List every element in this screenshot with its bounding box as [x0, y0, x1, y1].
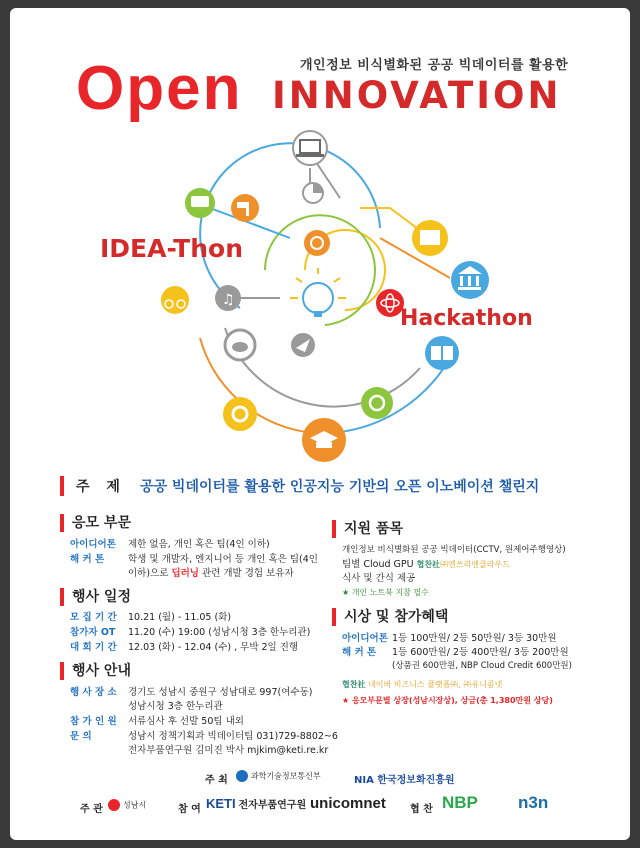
unicomnet-logo: unicomnet	[310, 795, 386, 812]
prize-label: 아이디어톤	[342, 633, 388, 644]
nbp-logo: NBP	[442, 793, 478, 812]
schedule-label: 대 회 기 간	[70, 642, 117, 653]
support-line1: 개인정보 비식별화된 공공 빅데이터(CCTV, 원제어주행영상)	[342, 545, 566, 555]
cloud-icon	[225, 330, 255, 360]
ideathon-label: IDEA-Thon	[100, 234, 244, 263]
n3n-logo: n3n	[518, 793, 549, 812]
prize-sponsor-label: 협찬社	[342, 680, 366, 689]
guide-text: 성남시청 3층 한누리관	[128, 701, 223, 712]
apply-row-ideathon	[70, 538, 270, 551]
keti-mark: KETI	[206, 796, 236, 811]
guide-label: 행 사 장 소	[70, 687, 117, 698]
guide-row	[70, 730, 338, 743]
graduation-cap-icon	[302, 418, 346, 462]
apply-text: 제한 없음, 개인 혹은 팀(4인 이하)	[128, 539, 270, 550]
chat-icon	[185, 188, 215, 218]
prize-sponsor-row	[342, 678, 502, 691]
theme-label: 주 제	[76, 479, 126, 495]
svg-text:♫: ♫	[222, 292, 235, 308]
apply-row-hackathon-cont	[128, 567, 294, 580]
innovation-title: INNOVATION	[272, 74, 562, 117]
globe-icon	[304, 230, 330, 256]
browser-icon	[412, 220, 448, 256]
prize-sponsor-text: 네이버 비즈니스 플랫폼㈜, ㈜유니콤넷	[368, 680, 503, 689]
apply-label: 아이디어톤	[70, 539, 116, 550]
schedule-row	[70, 641, 298, 654]
bike-icon	[161, 286, 189, 314]
support-note: ★ 개인 노트북 지참 필수	[342, 588, 429, 597]
support-line2-text: 팀별 Cloud GPU	[342, 559, 417, 570]
paper-plane-icon	[291, 333, 315, 357]
guide-row	[70, 715, 244, 728]
hackathon-label: Hackathon	[400, 306, 533, 331]
laptop-icon	[293, 131, 327, 165]
apply-row-hackathon	[70, 553, 318, 566]
nia-logo: NIA 한국정보화진흥원	[354, 775, 455, 786]
guide-text: 서류심사 후 선발 50팀 내외	[128, 716, 244, 727]
prize-section-title: 시상 및 참가혜택	[332, 608, 448, 626]
host1: 과학기술정보통신부	[251, 771, 321, 781]
apply-text: 학생 및 개발자, 엔지니어 등 개인 혹은 팀(4인	[128, 554, 318, 565]
gavel-icon	[231, 194, 259, 222]
open-title: Open	[76, 54, 243, 123]
prize-row-ideathon	[342, 632, 557, 645]
apply-text-pre: 이하)으로	[128, 568, 172, 579]
music-icon	[215, 285, 241, 311]
organizer-label: 주 관	[80, 804, 103, 815]
schedule-row	[70, 611, 231, 624]
support-line3: 식사 및 간식 제공	[342, 573, 416, 584]
apply-label: 해 커 톤	[70, 554, 105, 565]
theme-bar	[60, 476, 604, 496]
theme-value: 공공 빅데이터를 활용한 인공지능 기반의 오픈 이노베이션 챌린지	[140, 479, 540, 495]
guide-text: 성남시 정책기획과 빅데이터팀 031)729-8802~6	[128, 731, 338, 742]
guide-row	[70, 686, 312, 699]
guide-text: 경기도 성남시 중원구 성남대로 997(여수동)	[128, 687, 313, 698]
guide-section-title: 행사 안내	[60, 662, 131, 680]
participant-label: 참 여	[178, 804, 201, 815]
pie-chart-icon	[303, 183, 323, 203]
schedule-label: 모 집 기 간	[70, 612, 117, 623]
prize-label: 해 커 톤	[342, 647, 377, 658]
msit-emblem-icon	[236, 770, 248, 782]
gear-icon	[223, 397, 257, 431]
apply-highlight: 딥러닝	[171, 568, 199, 579]
apply-section-title: 응모 부문	[60, 514, 131, 532]
msit-logo	[236, 770, 321, 782]
book-icon	[425, 336, 459, 370]
schedule-text: 12.03 (화) - 12.04 (수) , 무박 2일 진행	[128, 642, 299, 653]
lightbulb-icon	[290, 268, 346, 317]
poster	[10, 8, 630, 840]
bank-icon	[451, 261, 489, 299]
prize-note: ★ 응모부문별 상장(성남시장상), 상금(총 1,380만원 상당)	[342, 696, 553, 705]
guide-label: 문 의	[70, 731, 92, 742]
schedule-text: 11.20 (수) 19:00 (성남시청 3층 한누리관)	[128, 627, 311, 638]
support-org-label: 협찬社	[416, 560, 441, 569]
apply-text-post: 관련 개발 경험 보유자	[198, 568, 294, 579]
organizer: 성남시	[123, 800, 147, 810]
schedule-row	[70, 626, 310, 639]
schedule-label: 참가자 OT	[70, 627, 116, 638]
seongnam-emblem-icon	[108, 799, 120, 811]
guide-label: 참 가 인 원	[70, 716, 117, 727]
schedule-section-title: 행사 일정	[60, 588, 131, 606]
keti-name: 전자부품연구원	[238, 800, 307, 811]
keti-logo	[206, 796, 306, 811]
schedule-text: 10.21 (월) - 11.05 (화)	[128, 612, 232, 623]
guide-row	[128, 744, 328, 757]
prize-text: 1등 100만원/ 2등 50만원/ 3등 30만원	[392, 633, 557, 644]
prize-row-hackathon	[342, 646, 569, 659]
support-org-name: ㈜엔쓰리엔클라우드	[440, 560, 510, 569]
prize-text: 1등 600만원/ 2등 400만원/ 3등 200만원	[392, 647, 569, 658]
poster-subtitle: 개인정보 비식별화된 공공 빅데이터를 활용한	[300, 58, 569, 73]
support-line2	[342, 558, 510, 571]
sponsor-label: 협 찬	[410, 804, 433, 815]
refresh-icon	[361, 387, 393, 419]
prize-row-detail: (상품권 600만원, NBP Cloud Credit 600만원)	[392, 661, 572, 671]
guide-text: 전자부품연구원 김미진 박사 mjkim@keti.re.kr	[128, 745, 329, 756]
seongnam-logo	[108, 799, 146, 811]
host-label: 주 최	[205, 775, 228, 786]
guide-row	[128, 700, 223, 713]
support-section-title: 지원 품목	[332, 520, 403, 538]
